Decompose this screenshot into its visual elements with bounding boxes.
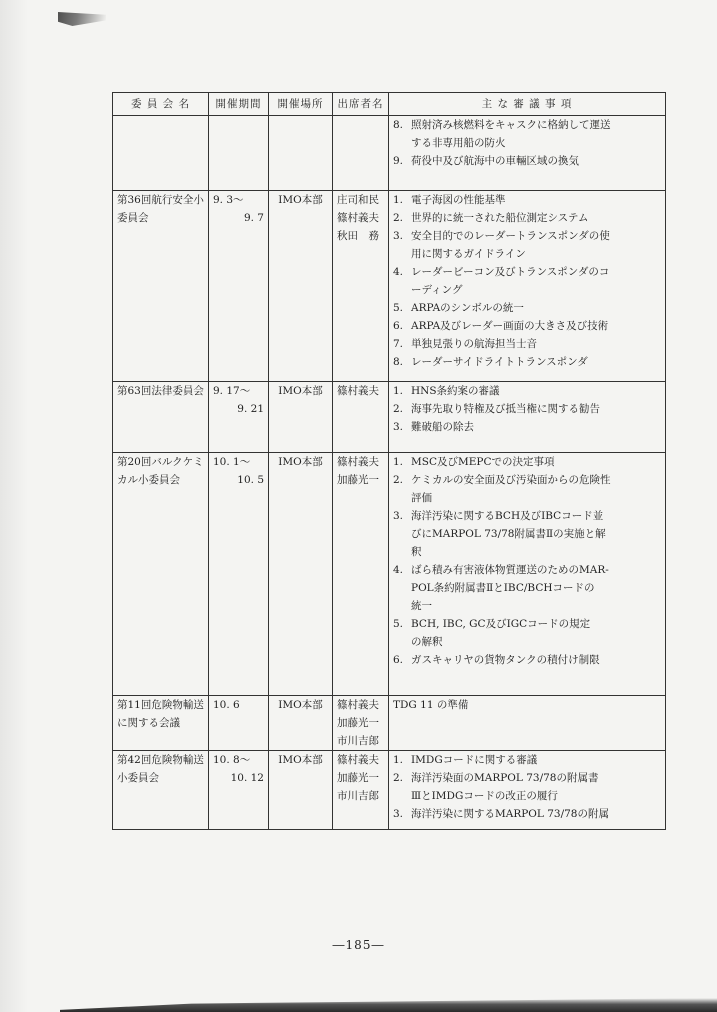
matter-line: レーダーサイドライトトランスポンダ xyxy=(411,356,588,368)
attendees-cell xyxy=(333,116,389,191)
matter-item xyxy=(393,299,661,317)
matter-text xyxy=(411,317,661,335)
matter-line: 海洋汚染面のMARPOL 73/78の附属書 xyxy=(411,772,599,784)
matter-item xyxy=(393,191,661,209)
matter-number: 2. xyxy=(393,403,404,415)
matter-line: ガスキャリヤの貨物タンクの積付け制限 xyxy=(411,654,600,666)
matter-item xyxy=(393,418,661,436)
matter-line: POL条約附属書ⅡとIBC/BCHコードの xyxy=(411,582,595,594)
matter-number: 6. xyxy=(393,654,404,666)
header-attendees: 出席者名 xyxy=(333,93,389,116)
matter-text xyxy=(411,191,661,209)
matter-line: ⅢとIMDGコードの改正の履行 xyxy=(411,790,558,802)
matter-line: 荷役中及び航海中の車輛区域の換気 xyxy=(411,155,579,167)
committee-name-cell xyxy=(113,696,209,751)
matter-number: 6. xyxy=(393,320,404,332)
matter-number: 2. xyxy=(393,772,404,784)
matter-text xyxy=(411,453,661,471)
table-body xyxy=(113,116,666,830)
matter-number: 3. xyxy=(393,230,404,242)
matter-item xyxy=(393,382,661,400)
matter-text xyxy=(411,751,661,769)
matter-item xyxy=(393,400,661,418)
committee-name-cell xyxy=(113,191,209,382)
period-cell xyxy=(209,382,269,453)
matter-item xyxy=(393,471,661,507)
matter-item xyxy=(393,227,661,263)
matter-line: MSC及びMEPCでの決定事項 xyxy=(411,456,555,468)
committee-name-cell xyxy=(113,382,209,453)
matter-line: 釈 xyxy=(411,546,422,558)
matter-item xyxy=(393,453,661,471)
matter-text xyxy=(411,615,661,651)
matter-item xyxy=(393,507,661,561)
matter-item xyxy=(393,769,661,805)
period-cell xyxy=(209,191,269,382)
matter-text xyxy=(411,471,661,507)
matter-item xyxy=(393,696,661,714)
matter-number: 3. xyxy=(393,421,404,433)
attendee-name: 篠村義夫 xyxy=(337,754,379,766)
matter-number: 1. xyxy=(393,194,404,206)
attendee-name: 加藤光一 xyxy=(337,474,379,486)
matter-line: 統一 xyxy=(411,600,432,612)
period-end: 10. 12 xyxy=(230,772,264,784)
matter-line: の解釈 xyxy=(411,636,443,648)
attendee-name: 篠村義夫 xyxy=(337,456,379,468)
place: IMO本部 xyxy=(278,456,323,468)
matter-line: ばら積み有害液体物質運送のためのMAR- xyxy=(411,564,609,576)
attendees-cell xyxy=(333,453,389,696)
matter-text xyxy=(411,299,661,317)
matter-line: 難破船の除去 xyxy=(411,421,474,433)
matter-line: 世界的に統一された船位測定システム xyxy=(411,212,589,224)
matter-item xyxy=(393,651,661,669)
matters-cell xyxy=(389,696,666,751)
header-period: 開催期間 xyxy=(209,93,269,116)
matter-line: びにMARPOL 73/78附属書Ⅱの実施と解 xyxy=(411,528,606,540)
matter-number: 8. xyxy=(393,356,404,368)
matter-text xyxy=(411,651,661,669)
matter-line: ーディング xyxy=(411,284,463,296)
matter-number: 2. xyxy=(393,212,404,224)
period-end: 9. 21 xyxy=(237,403,264,415)
page-number: ―185― xyxy=(332,938,385,952)
table-row xyxy=(113,116,666,191)
matter-text xyxy=(411,418,661,436)
matter-line: 照射済み核燃料をキャスクに格納して運送 xyxy=(411,119,611,131)
matter-line: ケミカルの安全面及び汚染面からの危険性 xyxy=(411,474,611,486)
matter-text xyxy=(411,209,661,227)
committee-name-cell xyxy=(113,453,209,696)
matter-line: 単独見張りの航海担当士音 xyxy=(411,338,537,350)
attendee-name: 秋田 務 xyxy=(337,230,379,242)
matter-line: する非専用船の防火 xyxy=(411,137,506,149)
matter-text xyxy=(411,353,661,371)
matters-cell xyxy=(389,116,666,191)
attendees-cell xyxy=(333,382,389,453)
period-start: 10. 1～ xyxy=(213,456,251,468)
matter-text xyxy=(411,263,661,299)
place: IMO本部 xyxy=(278,385,323,397)
matter-item xyxy=(393,209,661,227)
attendee-name: 篠村義夫 xyxy=(337,212,379,224)
matter-text xyxy=(411,382,661,400)
matter-line: 用に関するガイドライン xyxy=(411,248,526,260)
matter-item xyxy=(393,615,661,651)
scan-bottom-edge xyxy=(60,998,717,1012)
attendees-cell xyxy=(333,191,389,382)
matters-cell xyxy=(389,382,666,453)
period-start: 9. 17～ xyxy=(213,385,251,397)
matter-line: TDG 11 の準備 xyxy=(393,699,469,711)
matter-line: 海事先取り特権及び抵当権に関する勧告 xyxy=(411,403,600,415)
matters-cell xyxy=(389,191,666,382)
place-cell xyxy=(269,751,333,830)
matter-line: 安全目的でのレーダートランスポンダの使 xyxy=(411,230,610,242)
matter-item xyxy=(393,353,661,371)
attendee-name: 市川吉郎 xyxy=(337,735,379,747)
matter-text xyxy=(411,561,661,615)
place-cell xyxy=(269,382,333,453)
matter-item xyxy=(393,317,661,335)
matter-line: レーダービーコン及びトランスポンダのコ xyxy=(411,266,610,278)
period-cell xyxy=(209,453,269,696)
attendee-name: 市川吉郎 xyxy=(337,790,379,802)
matter-item xyxy=(393,116,661,152)
attendee-name: 篠村義夫 xyxy=(337,699,379,711)
matter-number: 5. xyxy=(393,302,404,314)
table-row xyxy=(113,453,666,696)
matter-number: 5. xyxy=(393,618,404,630)
place-cell xyxy=(269,696,333,751)
matter-line: 評価 xyxy=(411,492,432,504)
matter-line: HNS条約案の審議 xyxy=(411,385,500,397)
matter-number: 7. xyxy=(393,338,404,350)
matter-text xyxy=(411,507,661,561)
place: IMO本部 xyxy=(278,754,323,766)
matter-line: IMDGコードに関する審議 xyxy=(411,754,538,766)
matter-item xyxy=(393,263,661,299)
matter-text xyxy=(393,696,661,714)
header-place: 開催場所 xyxy=(269,93,333,116)
matter-text xyxy=(411,152,661,170)
attendee-name: 加藤光一 xyxy=(337,772,379,784)
matter-text xyxy=(411,335,661,353)
table-row xyxy=(113,696,666,751)
matter-text xyxy=(411,769,661,805)
period-end: 10. 5 xyxy=(237,474,264,486)
matter-number: 4. xyxy=(393,564,404,576)
matter-line: ARPAのシンボルの統一 xyxy=(411,302,524,314)
matter-text xyxy=(411,116,661,152)
period-start: 10. 6 xyxy=(213,699,240,711)
matter-item xyxy=(393,561,661,615)
matter-line: 海洋汚染に関するMARPOL 73/78の附属 xyxy=(411,808,609,820)
matter-item xyxy=(393,152,661,170)
period-start: 9. 3～ xyxy=(213,194,244,206)
attendee-name: 庄司和民 xyxy=(337,194,379,206)
attendee-name: 加藤光一 xyxy=(337,717,379,729)
committee-name: 第20回バルクケミカル小委員会 xyxy=(117,456,204,486)
period-cell xyxy=(209,116,269,191)
header-committee: 委 員 会 名 xyxy=(113,93,209,116)
matter-line: ARPA及びレーダー画面の大きさ及び技術 xyxy=(411,320,609,332)
matter-line: 電子海図の性能基準 xyxy=(411,194,506,206)
place-cell xyxy=(269,453,333,696)
place: IMO本部 xyxy=(278,194,323,206)
committee-name: 第42回危険物輸送小委員会 xyxy=(117,754,204,784)
committee-table xyxy=(112,92,666,830)
matter-number: 2. xyxy=(393,474,404,486)
matter-text xyxy=(411,400,661,418)
matters-cell xyxy=(389,751,666,830)
matter-number: 1. xyxy=(393,456,404,468)
attendees-cell xyxy=(333,751,389,830)
place: IMO本部 xyxy=(278,699,323,711)
period-end: 9. 7 xyxy=(243,212,264,224)
committee-name-cell xyxy=(113,116,209,191)
matter-item xyxy=(393,751,661,769)
committee-name: 第11回危険物輸送に関する会議 xyxy=(117,699,204,729)
table-row xyxy=(113,382,666,453)
committee-name: 第63回法律委員会 xyxy=(117,385,204,397)
table-row xyxy=(113,751,666,830)
matter-number: 9. xyxy=(393,155,404,167)
matter-line: 海洋汚染に関するBCH及びIBCコード並 xyxy=(411,510,604,522)
committee-name-cell xyxy=(113,751,209,830)
matter-text xyxy=(411,227,661,263)
attendees-cell xyxy=(333,696,389,751)
period-cell xyxy=(209,751,269,830)
table-header-row xyxy=(113,93,666,116)
matter-text xyxy=(411,805,661,823)
matters-cell xyxy=(389,453,666,696)
table-row xyxy=(113,191,666,382)
period-start: 10. 8～ xyxy=(213,754,251,766)
matter-item xyxy=(393,805,661,823)
place-cell xyxy=(269,116,333,191)
matter-number: 1. xyxy=(393,754,404,766)
attendee-name: 篠村義夫 xyxy=(337,385,379,397)
scan-corner-mark xyxy=(58,12,106,26)
period-cell xyxy=(209,696,269,751)
committee-name: 第36回航行安全小委員会 xyxy=(117,194,204,224)
place-cell xyxy=(269,191,333,382)
matter-item xyxy=(393,335,661,353)
page-edge-shadow xyxy=(0,0,28,1012)
matter-number: 8. xyxy=(393,119,404,131)
matter-number: 3. xyxy=(393,808,404,820)
header-matters: 主 な 審 議 事 項 xyxy=(389,93,666,116)
matter-number: 1. xyxy=(393,385,404,397)
matter-number: 3. xyxy=(393,510,404,522)
matter-number: 4. xyxy=(393,266,404,278)
matter-line: BCH, IBC, GC及びIGCコードの規定 xyxy=(411,618,591,630)
